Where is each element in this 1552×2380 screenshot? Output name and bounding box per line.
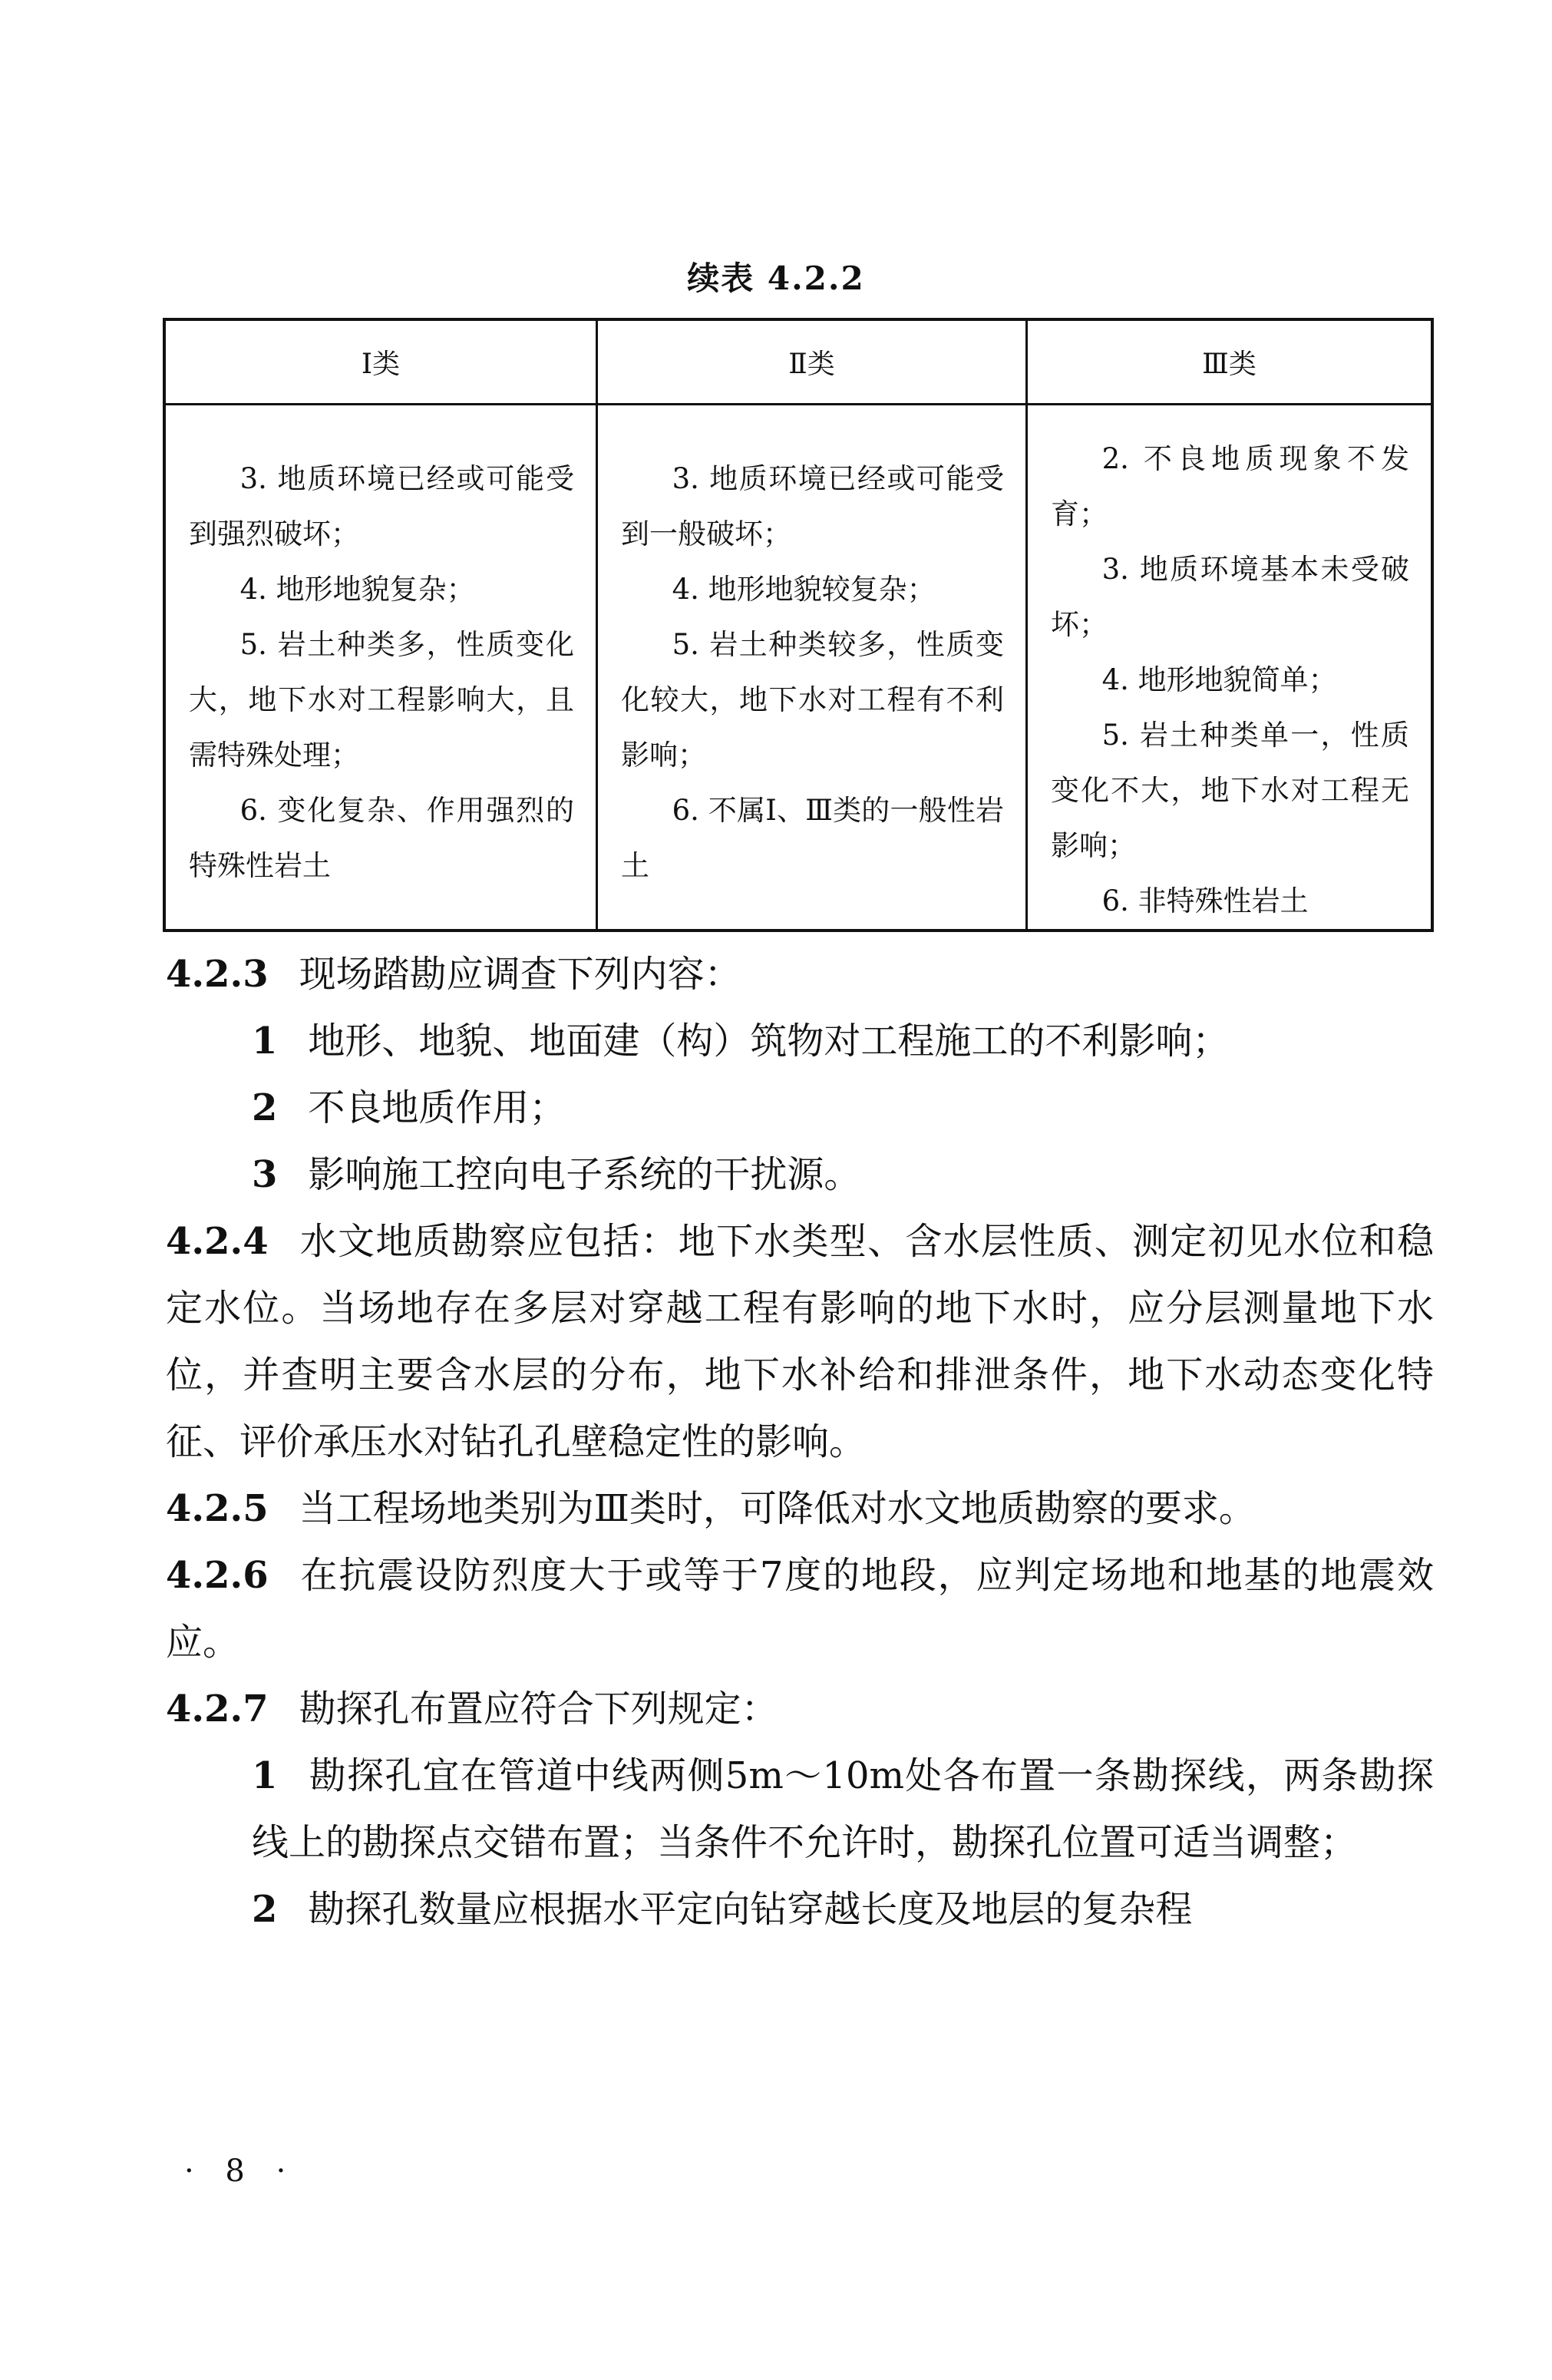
clause-text: 在抗震设防烈度大于或等于7度的地段，应判定场地和地基的地震效应。 [166, 1554, 1434, 1664]
clause-text: 现场踏勘应调查下列内容： [299, 953, 741, 996]
class-1-item: 3. 地质环境已经或可能受到强烈破坏； [189, 462, 574, 550]
clause-4-2-7 [166, 1676, 1434, 1743]
table-title: 续表 4.2.2 [687, 259, 865, 297]
class-3-item: 3. 地质环境基本未受破坏； [1051, 553, 1409, 641]
item-number: 3 [252, 1153, 278, 1196]
class-3-item: 5. 岩土种类单一，性质变化不大，地下水对工程无影响； [1051, 719, 1409, 862]
clause-number: 4.2.4 [166, 1220, 269, 1263]
body-text [166, 941, 1434, 1943]
clause-text: 当工程场地类别为Ⅲ类时，可降低对水文地质勘察的要求。 [299, 1487, 1256, 1530]
clause-number: 4.2.3 [166, 953, 269, 996]
clause-number: 4.2.5 [166, 1487, 269, 1530]
column-class-1 [166, 405, 596, 929]
item-text: 勘探孔数量应根据水平定向钻穿越长度及地层的复杂程 [308, 1888, 1193, 1931]
list-item [166, 1075, 1434, 1142]
class-2-item: 6. 不属Ⅰ、Ⅲ类的一般性岩土 [621, 794, 1004, 882]
header-class-3: Ⅲ类 [1025, 321, 1431, 403]
table-body-row [166, 405, 1431, 929]
header-class-1: Ⅰ类 [361, 349, 401, 380]
class-2-item: 4. 地形地貌较复杂； [672, 573, 936, 606]
class-1-item: 6. 变化复杂、作用强烈的特殊性岩土 [189, 794, 574, 882]
clause-4-2-5 [166, 1476, 1434, 1542]
list-item [166, 1876, 1434, 1943]
item-text: 勘探孔宜在管道中线两侧5m～10m处各布置一条勘探线，两条勘探线上的勘探点交错布置；当条件不允许时，勘探孔位置可适当调整； [252, 1754, 1434, 1864]
clause-number: 4.2.6 [166, 1554, 269, 1597]
column-class-3 [1025, 405, 1431, 929]
clause-text: 水文地质勘察应包括：地下水类型、含水层性质、测定初见水位和稳定水位。当场地存在多层对穿越工程有影响的地下水时，应分层测量地下水位，并查明主要含水层的分布，地下水补给和排泄条件，地下水动态变化特征、评价承压水对钻孔孔壁稳定性的影响。 [166, 1220, 1434, 1463]
clause-4-2-3 [166, 941, 1434, 1008]
header-class-2: Ⅱ类 [596, 321, 1025, 403]
item-number: 2 [252, 1888, 278, 1931]
clause-text: 勘探孔布置应符合下列规定： [299, 1687, 778, 1730]
list-item [166, 1008, 1434, 1075]
table-header-row [166, 321, 1431, 405]
item-text: 影响施工控向电子系统的干扰源。 [308, 1153, 861, 1196]
item-number: 2 [252, 1086, 278, 1129]
class-3-item: 2. 不良地质现象不发育； [1051, 442, 1409, 531]
column-class-2 [596, 405, 1025, 929]
item-text: 地形、地貌、地面建（构）筑物对工程施工的不利影响； [308, 1020, 1230, 1063]
class-2-item: 3. 地质环境已经或可能受到一般破坏； [621, 462, 1004, 550]
clause-number: 4.2.7 [166, 1687, 269, 1730]
class-3-item: 4. 地形地貌简单； [1101, 663, 1337, 696]
list-item [166, 1743, 1434, 1876]
clause-4-2-6 [166, 1542, 1434, 1676]
class-1-item: 4. 地形地貌复杂； [239, 573, 475, 606]
class-1-item: 5. 岩土种类多，性质变化大，地下水对工程影响大，且需特殊处理； [189, 628, 574, 772]
item-number: 1 [252, 1020, 278, 1063]
item-number: 1 [252, 1754, 278, 1797]
list-item [166, 1142, 1434, 1208]
class-3-item: 6. 非特殊性岩土 [1101, 884, 1309, 917]
item-text: 不良地质作用； [308, 1086, 566, 1129]
class-2-item: 5. 岩土种类较多，性质变化较大，地下水对工程有不利影响； [621, 628, 1004, 772]
clause-4-2-4 [166, 1208, 1434, 1476]
page-number: · 8 · [184, 2154, 297, 2189]
site-class-table [163, 318, 1434, 932]
